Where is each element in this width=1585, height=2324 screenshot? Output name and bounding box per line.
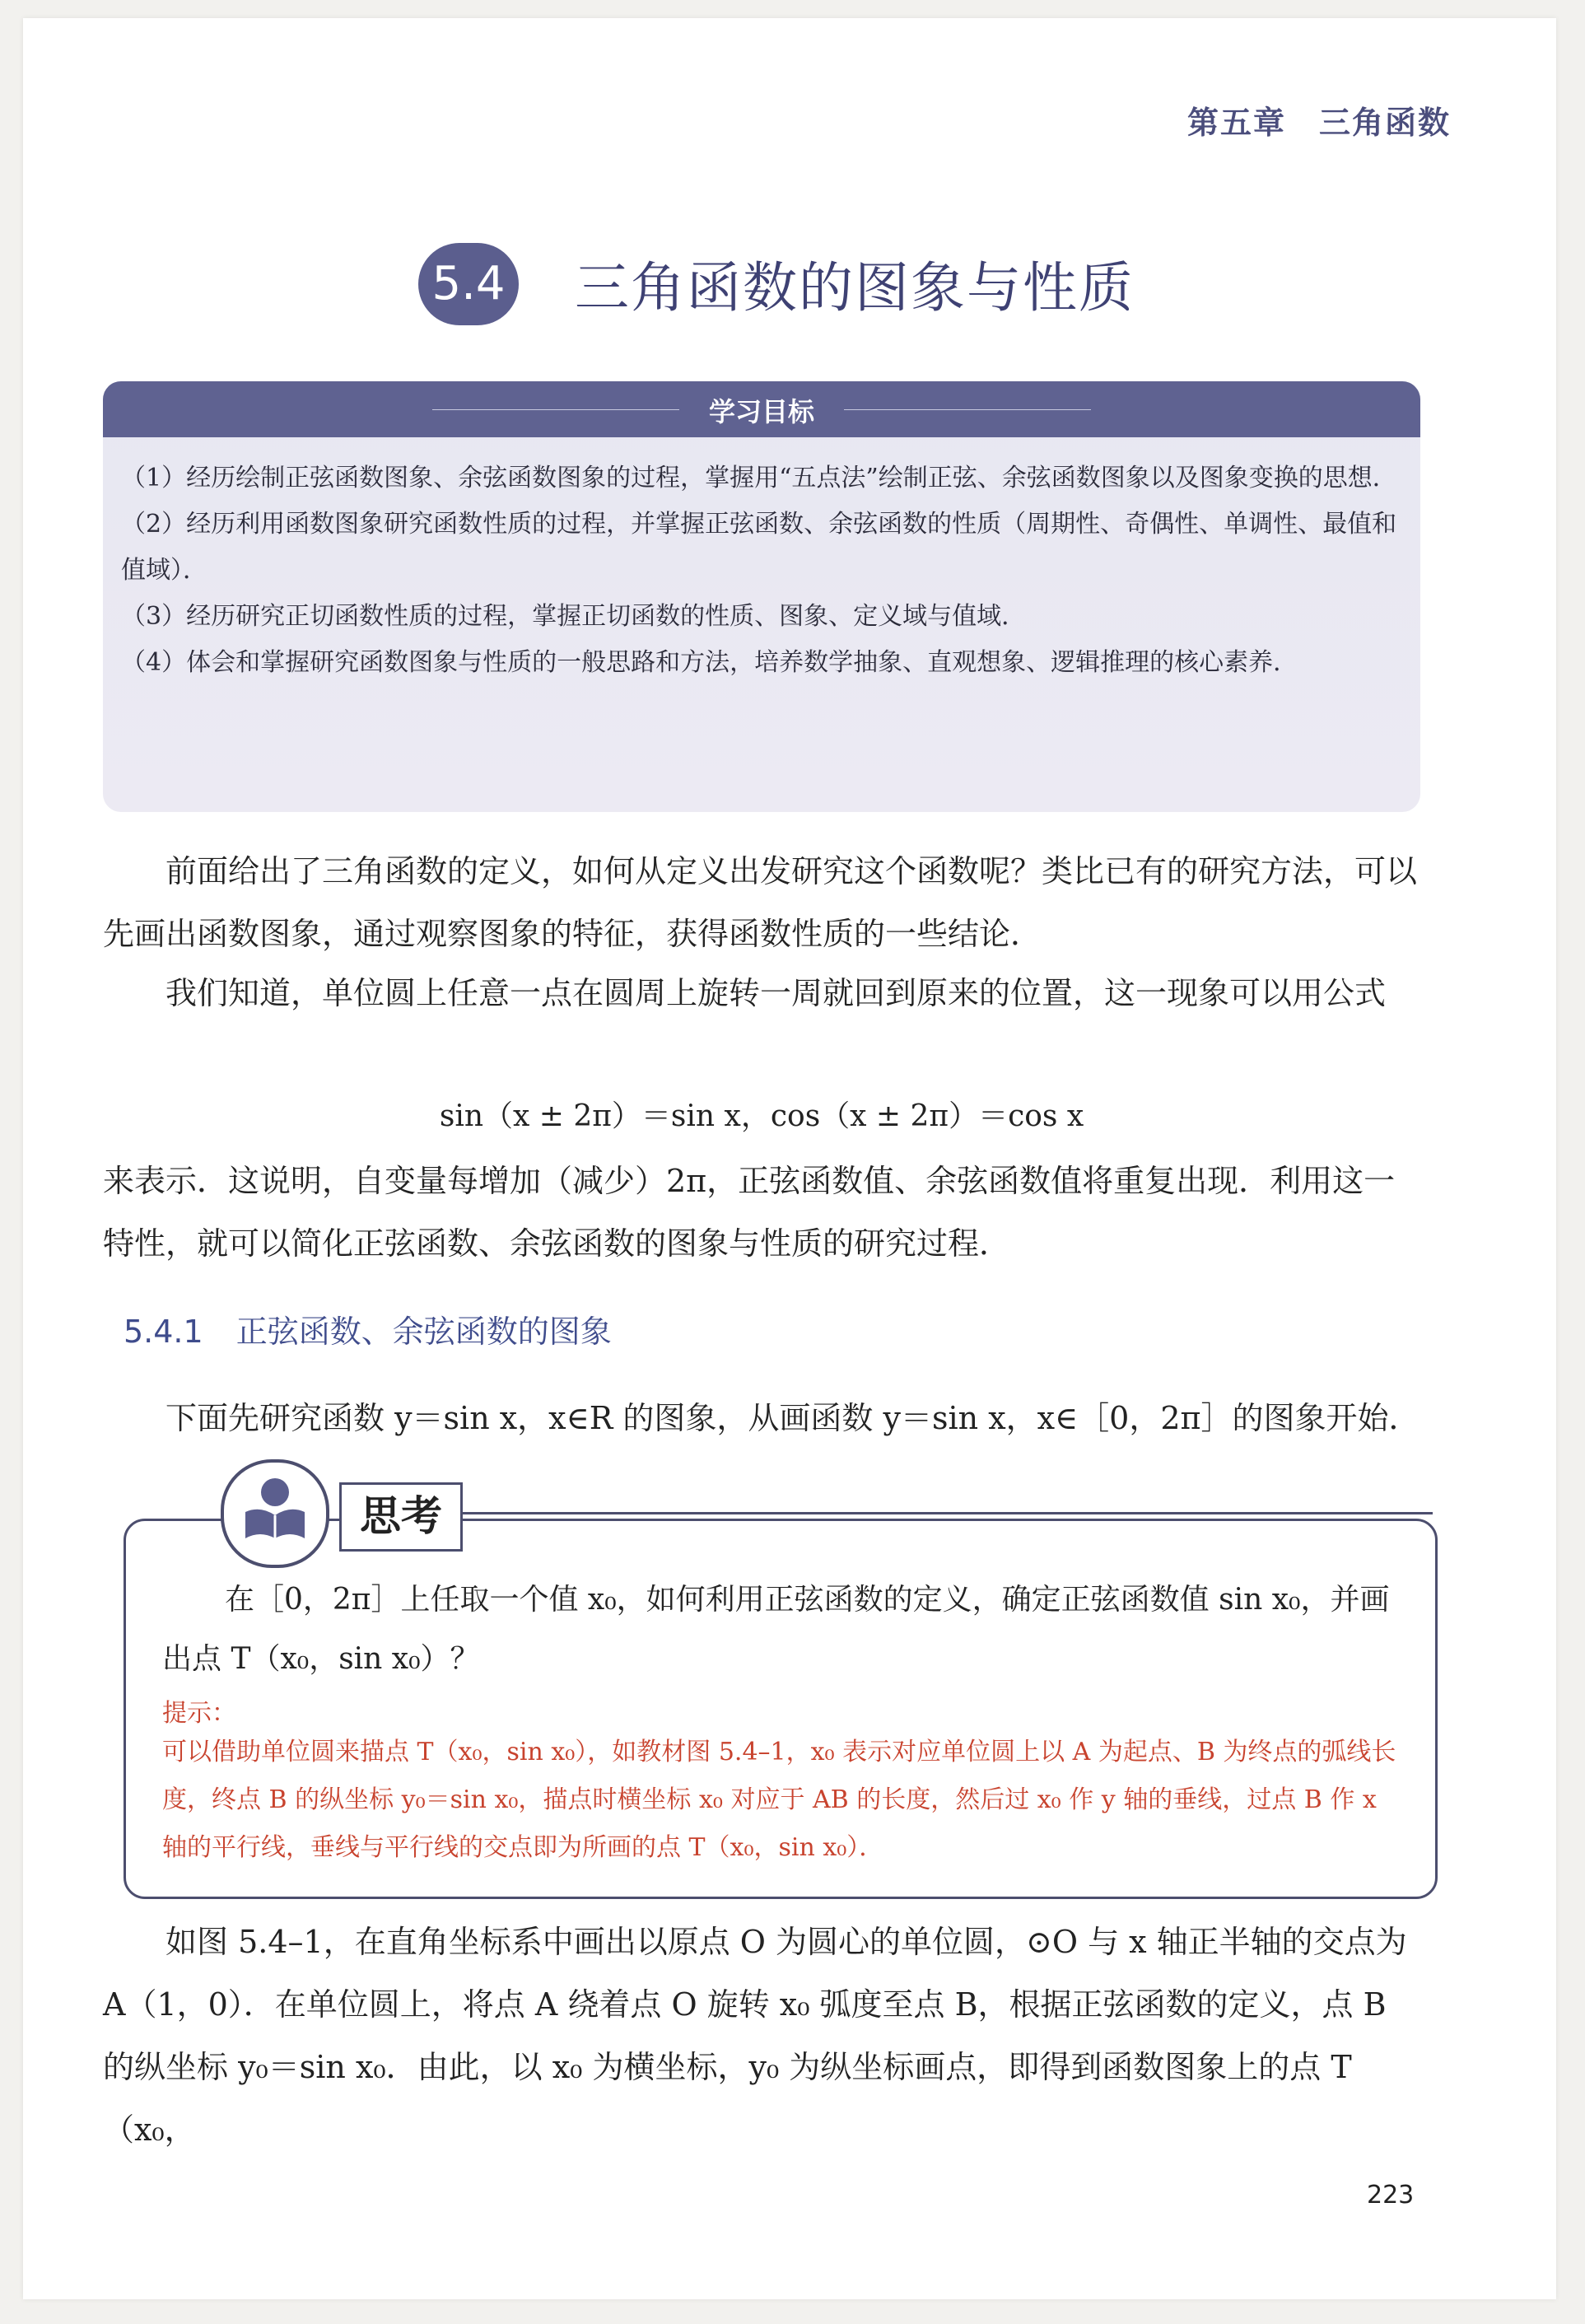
section-title: 三角函数的图象与性质: [575, 256, 1135, 320]
hint-text: 可以借助单位圆来描点 T（x₀，sin x₀），如教材图 5.4–1，x₀ 表示对应单位圆上以 A 为起点、B 为终点的弧线长度，终点 B 的纵坐标 y₀＝sin x₀，描点时横坐标 x₀ 对应于 AB 的长度，然后过 x₀ 作 y 轴的垂线，过点 B 作 x 轴的平行线，垂线与平行线的交点即为所画的点 T（x₀，sin x₀）．: [162, 1738, 1396, 1862]
page-number: 223: [1367, 2181, 1415, 2210]
goal-item: （4）体会和掌握研究函数图象与性质的一般思路和方法，培养数学抽象、直观想象、逻辑推理的核心素养．: [121, 648, 1298, 677]
think-question-text: 在［0，2π］上任取一个值 x₀，如何利用正弦函数的定义，确定正弦函数值 sin x₀，并画出点 T（x₀，sin x₀）？: [162, 1583, 1390, 1676]
think-label: 思考: [339, 1482, 463, 1552]
learning-goals-box: [103, 381, 1420, 812]
paragraph-intro: 前面给出了三角函数的定义，如何从定义出发研究这个函数呢？类比已有的研究方法，可以先画出函数图象，通过观察图象的特征，获得函数性质的一些结论．: [103, 853, 1418, 952]
goal-item: （1）经历绘制正弦函数图象、余弦函数图象的过程，掌握用“五点法”绘制正弦、余弦函数图象以及图象变换的思想．: [121, 464, 1397, 492]
formula-periodicity: sin（x ± 2π）＝sin x，cos（x ± 2π）＝cos x: [439, 1099, 1084, 1133]
learning-goals-list: [121, 455, 1406, 686]
subsection-title: 正弦函数、余弦函数的图象: [235, 1314, 612, 1350]
paragraph-start: 下面先研究函数 y＝sin x，x∈R 的图象，从画函数 y＝sin x，x∈［0，2π］的图象开始．: [165, 1400, 1420, 1436]
hint-label: 提示：: [162, 1699, 236, 1728]
reading-person-icon-graphic: [224, 1463, 326, 1565]
subsection-heading: [124, 1306, 612, 1351]
learning-goals-header: [103, 381, 1420, 437]
subsection-number: 5.4.1: [124, 1314, 203, 1350]
learning-goals-title: 学习目标: [708, 396, 814, 427]
reading-person-icon: [221, 1459, 329, 1568]
paragraph-construction: 如图 5.4–1，在直角坐标系中画出以原点 O 为圆心的单位圆，⊙O 与 x 轴正半轴的交点为 A（1，0）．在单位圆上，将点 A 绕着点 O 旋转 x₀ 弧度至点 B，根据正弦函数的定义，点 B 的纵坐标 y₀＝sin x₀．由此，以 x₀ 为横坐标，y₀ 为纵坐标画点，即得到函数图象上的点 T（x₀，: [103, 1924, 1407, 2148]
chapter-header: 第五章 三角函数: [1186, 105, 1451, 141]
goal-item: （2）经历利用函数图象研究函数性质的过程，并掌握正弦函数、余弦函数的性质（周期性、奇偶性、单调性、最值和值域）．: [121, 510, 1397, 585]
think-box: [124, 1519, 1438, 1899]
paragraph-explanation: 来表示．这说明，自变量每增加（减少）2π，正弦函数值、余弦函数值将重复出现．利用这一特性，就可以简化正弦函数、余弦函数的图象与性质的研究过程．: [103, 1163, 1396, 1262]
think-question: [162, 1570, 1397, 1689]
section-number-badge: 5.4: [418, 243, 519, 325]
think-header-line: [461, 1512, 1433, 1514]
paragraph-periodicity: 我们知道，单位圆上任意一点在圆周上旋转一周就回到原来的位置，这一现象可以用公式: [165, 975, 1387, 1011]
goal-item: （3）经历研究正切函数性质的过程，掌握正切函数的性质、图象、定义域与值域．: [121, 602, 1027, 631]
